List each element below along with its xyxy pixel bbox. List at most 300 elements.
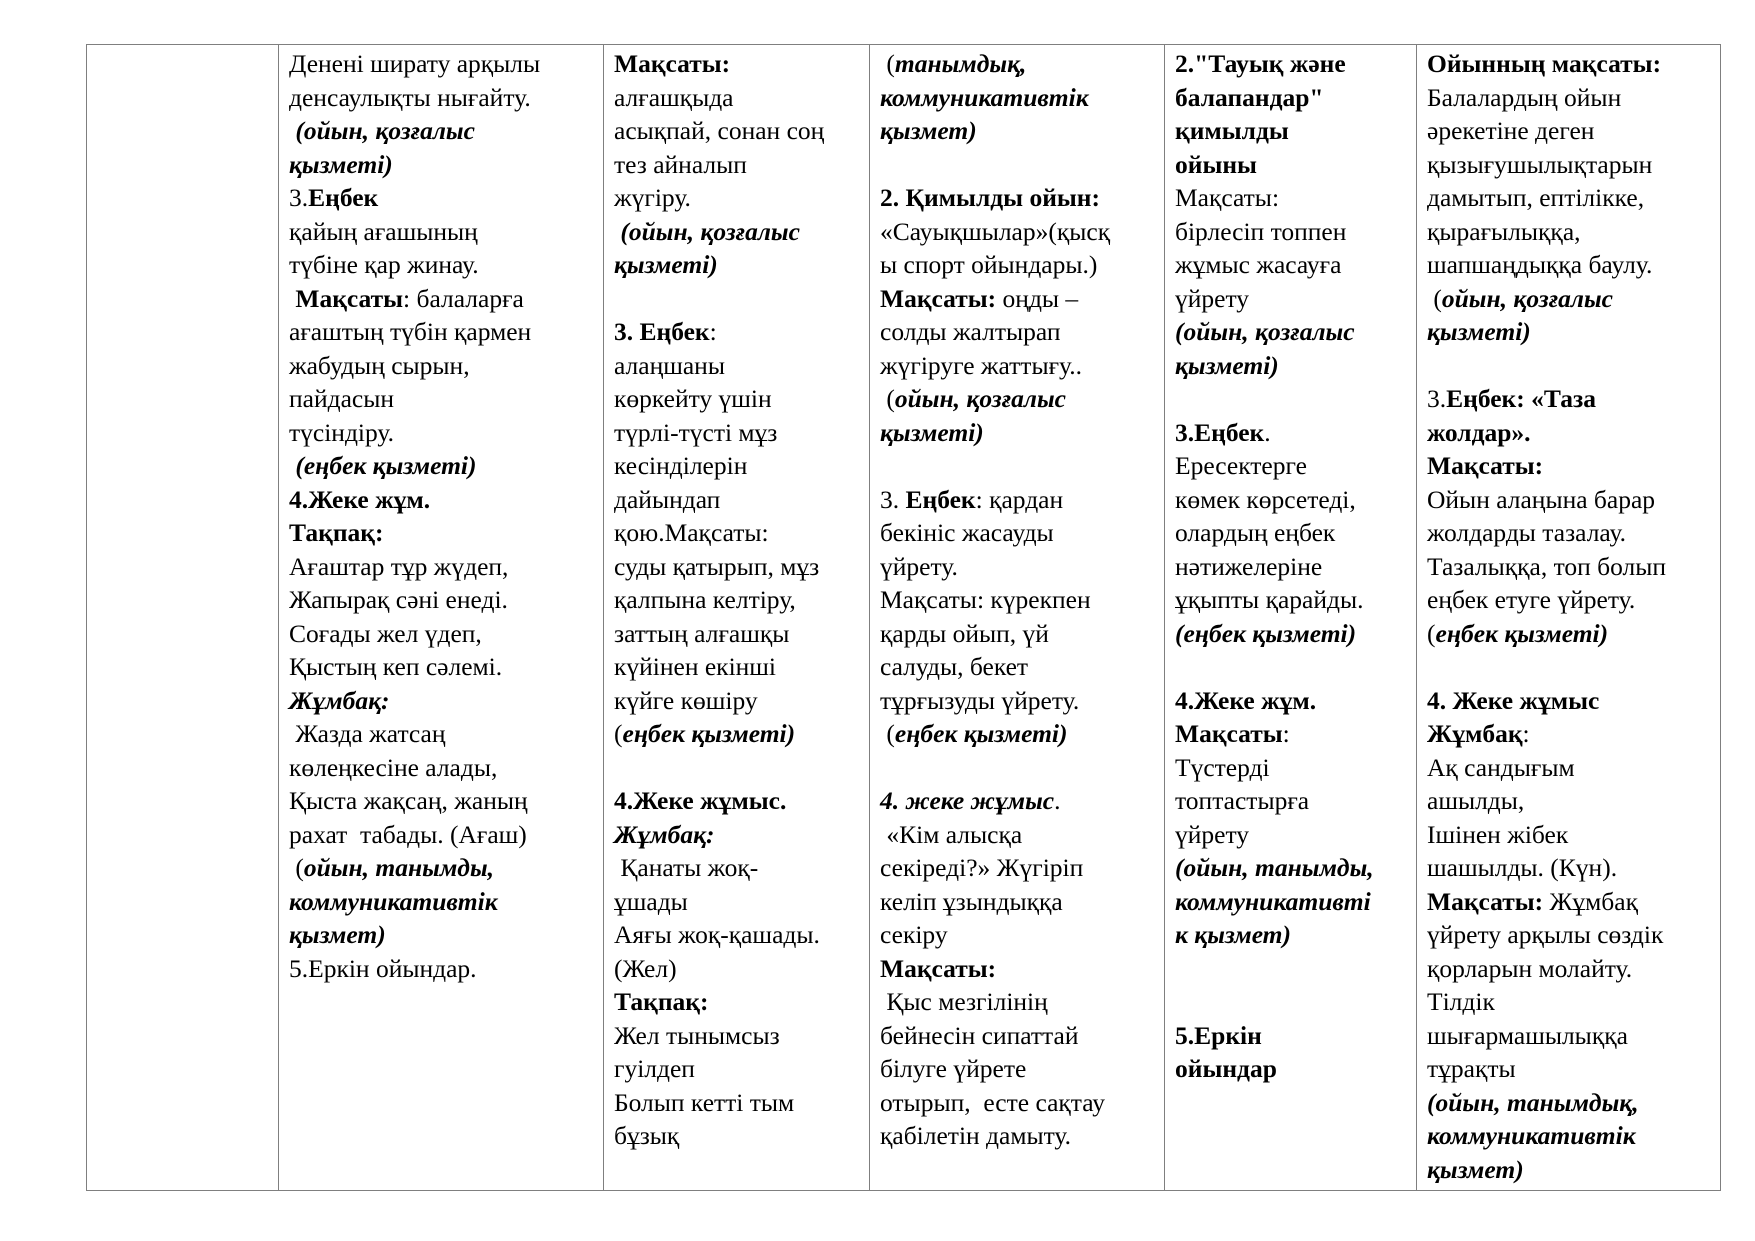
text-line <box>1427 717 1714 751</box>
text-line <box>880 784 1158 818</box>
text-line <box>1175 248 1410 282</box>
text-segment: нәтижелеріне <box>1175 551 1323 581</box>
bold-italic-text: қызметі) <box>289 149 393 179</box>
text-segment: : қардан <box>975 484 1064 514</box>
text-segment: тұрғызуды үйрету. <box>880 685 1080 715</box>
text-segment: ы спорт ойындары.) <box>880 250 1098 279</box>
text-segment: түрлі-түсті мұз <box>614 417 778 447</box>
text-segment: әрекетіне деген <box>1427 116 1595 145</box>
text-segment: Мақсаты: <box>1175 183 1280 212</box>
text-segment: түбіне қар жинау. <box>289 250 479 279</box>
text-line <box>1427 818 1714 852</box>
bold-italic-text: қызметі) <box>614 250 718 279</box>
text-line <box>614 885 863 919</box>
text-line <box>1427 784 1714 818</box>
text-segment: үйрету арқылы сөздік <box>1427 920 1664 949</box>
bold-text: Мақсаты <box>1175 719 1283 748</box>
text-line <box>1175 315 1410 349</box>
text-segment: Мақсаты: күрекпен <box>880 585 1091 614</box>
text-segment: ағаштың түбін қармен <box>289 317 532 346</box>
text-line <box>614 784 863 818</box>
text-segment: бұзық <box>614 1121 680 1150</box>
bold-italic-text: коммуникативтік <box>880 82 1089 112</box>
bold-italic-text: (ойын, қозғалыс <box>289 116 475 145</box>
bold-italic-text: қызметі) <box>880 417 984 447</box>
text-line <box>289 818 597 852</box>
text-line <box>614 315 863 349</box>
text-line <box>1427 952 1714 986</box>
text-line <box>289 449 597 483</box>
plan-table <box>86 44 1721 1191</box>
text-segment: ( <box>614 719 623 748</box>
text-segment: Болып кетті тым <box>614 1087 795 1117</box>
text-line <box>880 952 1158 986</box>
bold-text: Ойынның мақсаты: <box>1427 49 1662 78</box>
text-segment: ( <box>880 719 895 748</box>
text-line <box>880 617 1158 651</box>
text-line <box>1175 449 1410 483</box>
text-segment: шашылды. (Күн). <box>1427 853 1618 882</box>
text-line <box>880 684 1158 718</box>
text-line <box>1175 550 1410 584</box>
text-segment: қызығушылықтарын <box>1427 149 1653 179</box>
table-cell-column-3 <box>870 45 1165 1191</box>
text-line <box>1427 985 1714 1019</box>
text-line <box>1427 516 1714 550</box>
text-line <box>289 516 597 550</box>
text-segment: бекініс жасауды <box>880 518 1054 547</box>
bold-text: Еңбек: «Таза <box>1446 384 1596 413</box>
text-segment: қалпына келтіру, <box>614 585 796 614</box>
text-line <box>614 416 863 450</box>
bold-text: ойындар <box>1175 1054 1277 1083</box>
text-line <box>289 751 597 785</box>
text-segment: кесінділерін <box>614 451 748 480</box>
text-segment: бірлесіп топпен <box>1175 216 1347 246</box>
text-segment: Жел тынымсыз <box>614 1020 780 1050</box>
bold-text: Еңбек <box>905 484 976 514</box>
text-line <box>289 382 597 416</box>
text-line <box>1175 81 1410 115</box>
text-line <box>880 1052 1158 1086</box>
text-segment: заттың алғашқы <box>614 618 790 648</box>
bold-italic-text: қызмет) <box>880 116 977 145</box>
bold-text: Тақпақ: <box>614 987 709 1016</box>
text-line <box>880 315 1158 349</box>
text-line <box>614 550 863 584</box>
text-line <box>1175 516 1410 550</box>
text-line <box>1175 818 1410 852</box>
text-line <box>880 382 1158 416</box>
bold-text: 3.Еңбек <box>1175 417 1265 447</box>
text-line <box>1427 148 1714 182</box>
text-line <box>1175 416 1410 450</box>
text-line <box>1175 684 1410 718</box>
text-segment: салуды, бекет <box>880 652 1029 681</box>
text-line <box>1175 885 1410 919</box>
bold-text: Мақсаты: <box>880 283 997 313</box>
text-line <box>289 181 597 215</box>
text-line <box>289 918 597 952</box>
text-line <box>289 81 597 115</box>
text-segment: үйрету <box>1175 819 1250 849</box>
table-row <box>87 45 1721 1191</box>
text-line <box>1175 47 1410 81</box>
text-segment: : балаларға <box>403 283 524 313</box>
text-line <box>1175 650 1410 684</box>
text-line <box>614 215 863 249</box>
text-line <box>1427 449 1714 483</box>
text-line <box>1427 550 1714 584</box>
text-line <box>289 851 597 885</box>
text-line <box>1175 717 1410 751</box>
text-segment: : <box>1522 719 1530 748</box>
bold-italic-text: танымдық, <box>894 49 1027 78</box>
text-segment: оңды – <box>996 283 1079 313</box>
table-cell-column-1 <box>279 45 604 1191</box>
text-line <box>880 282 1158 316</box>
text-line <box>614 282 863 316</box>
text-segment: Денені ширату арқылы <box>289 49 541 78</box>
text-line <box>1427 1119 1714 1153</box>
text-line <box>614 1086 863 1120</box>
text-line <box>880 148 1158 182</box>
text-line <box>1427 684 1714 718</box>
bold-italic-text: (еңбек қызметі) <box>289 451 477 480</box>
text-segment: білуге үйрете <box>880 1054 1027 1083</box>
bold-text: Мақсаты: <box>880 953 997 983</box>
table-cell-column-4 <box>1165 45 1417 1191</box>
text-segment: көмек көрсетеді, <box>1175 484 1356 514</box>
text-segment: Ағаштар тұр жүдеп, <box>289 551 509 581</box>
text-line <box>614 684 863 718</box>
text-segment: . <box>1264 417 1271 447</box>
bold-italic-text: Жұмбақ: <box>289 685 390 715</box>
text-line <box>880 851 1158 885</box>
text-line <box>614 717 863 751</box>
bold-italic-text: (ойын, танымдық, <box>1427 1087 1639 1117</box>
text-line <box>614 349 863 383</box>
text-segment: Ойын алаңына барар <box>1427 484 1656 514</box>
text-segment: Қыс мезгілінің <box>880 987 1048 1016</box>
text-line <box>880 114 1158 148</box>
table-cell-column-5 <box>1417 45 1721 1191</box>
text-segment: секіреді?» Жүгіріп <box>880 853 1084 882</box>
bold-italic-text: 4. жеке жұмыс <box>880 786 1055 815</box>
text-segment: секіру <box>880 920 948 949</box>
text-line <box>1427 885 1714 919</box>
bold-italic-text: (ойын, қозғалыс <box>614 216 800 246</box>
bold-italic-text: ойын, қозғалыс <box>894 384 1066 413</box>
text-segment: түсіндіру. <box>289 417 394 447</box>
bold-italic-text: к қызмет) <box>1175 920 1292 949</box>
text-segment: күйінен екінші <box>614 652 777 681</box>
text-segment: «Кім алысқа <box>880 819 1023 849</box>
text-line <box>880 1119 1158 1153</box>
bold-text: Мақсаты: <box>1427 886 1544 916</box>
text-segment: : <box>1282 719 1290 748</box>
text-segment: Тазалыққа, топ болып <box>1427 551 1667 581</box>
text-segment: дамытып, ептілікке, <box>1427 183 1645 212</box>
text-line <box>880 1086 1158 1120</box>
bold-text: Еңбек <box>308 183 379 212</box>
text-segment: тұрақты <box>1427 1054 1516 1083</box>
bold-text: ойыны <box>1175 149 1257 179</box>
text-line <box>1175 215 1410 249</box>
text-line <box>1175 918 1410 952</box>
bold-italic-text: коммуникативті <box>1175 886 1371 916</box>
text-segment: гуілдеп <box>614 1054 695 1083</box>
text-segment: қою.Мақсаты: <box>614 518 769 547</box>
text-line <box>880 918 1158 952</box>
text-line <box>880 181 1158 215</box>
text-segment: үйрету. <box>880 551 958 581</box>
text-segment: көлеңкесіне алады, <box>289 752 498 782</box>
text-line <box>1175 181 1410 215</box>
text-line <box>1427 483 1714 517</box>
bold-italic-text: қызметі) <box>1427 317 1531 346</box>
text-line <box>289 282 597 316</box>
text-line <box>880 483 1158 517</box>
text-line <box>1427 215 1714 249</box>
text-line <box>1175 148 1410 182</box>
bold-text: Жұмбақ <box>1427 719 1523 748</box>
text-line <box>880 349 1158 383</box>
text-line <box>880 818 1158 852</box>
text-line <box>289 148 597 182</box>
text-segment: Жұмбақ <box>1543 886 1638 916</box>
bold-italic-text: ойын, танымды, <box>303 853 495 882</box>
text-line <box>289 885 597 919</box>
text-line <box>880 885 1158 919</box>
text-line <box>880 650 1158 684</box>
text-segment: келіп ұзындыққа <box>880 886 1063 916</box>
text-line <box>289 47 597 81</box>
text-segment: Қыста жақсаң, жаның <box>289 786 528 815</box>
bold-italic-text: (еңбек қызметі) <box>1175 618 1357 648</box>
text-segment: жүгіруге жаттығу.. <box>880 350 1082 380</box>
bold-text: 2. Қимылды ойын: <box>880 183 1100 212</box>
text-line <box>614 918 863 952</box>
text-segment: суды қатырып, мұз <box>614 551 820 581</box>
text-line <box>1427 617 1714 651</box>
text-segment: денсаулықты нығайту. <box>289 82 531 112</box>
text-line <box>1427 751 1714 785</box>
text-line <box>289 416 597 450</box>
text-segment: еңбек етуге үйрету. <box>1427 585 1636 614</box>
text-line <box>614 248 863 282</box>
text-segment: 3. <box>880 484 906 514</box>
text-segment: рахат табады. (Ағаш) <box>289 819 527 849</box>
text-line <box>289 617 597 651</box>
text-segment: дайындап <box>614 484 721 514</box>
bold-italic-text: еңбек қызметі) <box>894 719 1068 748</box>
text-line <box>614 851 863 885</box>
text-line <box>289 650 597 684</box>
text-segment: отырып, есте сақтау <box>880 1087 1106 1117</box>
text-line <box>614 818 863 852</box>
text-line <box>289 349 597 383</box>
text-segment: Жазда жатсаң <box>289 719 446 748</box>
bold-italic-text: еңбек қызметі) <box>1435 618 1609 648</box>
text-line <box>614 952 863 986</box>
text-line <box>1427 282 1714 316</box>
text-line <box>1175 114 1410 148</box>
bold-italic-text: (ойын, танымды, <box>1175 853 1374 882</box>
bold-italic-text: қызмет) <box>1427 1154 1524 1184</box>
text-line <box>289 717 597 751</box>
text-line <box>289 784 597 818</box>
text-segment: Ақ сандығым <box>1427 752 1575 782</box>
text-segment: Түстерді <box>1175 752 1270 782</box>
text-segment: Қыстың кеп сәлемі. <box>289 652 503 681</box>
text-segment: қарды ойып, үй <box>880 618 1049 648</box>
bold-text: Мақсаты <box>295 283 404 313</box>
text-segment: (Жел) <box>614 953 677 983</box>
text-line <box>1175 784 1410 818</box>
text-segment: ( <box>289 853 304 882</box>
text-segment: . <box>1054 786 1061 815</box>
text-line <box>880 449 1158 483</box>
text-line <box>614 181 863 215</box>
text-segment: ұшады <box>614 886 688 916</box>
text-line <box>880 81 1158 115</box>
bold-text: Мақсаты: <box>614 49 731 78</box>
text-segment: ( <box>880 49 895 78</box>
text-line <box>289 583 597 617</box>
text-line <box>880 1019 1158 1053</box>
text-segment: үйрету <box>1175 283 1250 313</box>
text-line <box>614 1119 863 1153</box>
text-segment: бейнесін сипаттай <box>880 1020 1079 1050</box>
bold-italic-text: қызметі) <box>1175 350 1279 380</box>
text-line <box>614 114 863 148</box>
text-segment: алаңшаны <box>614 350 725 380</box>
text-segment: ( <box>1427 618 1436 648</box>
text-line <box>1427 851 1714 885</box>
text-segment: : <box>709 317 717 346</box>
text-line <box>1175 751 1410 785</box>
text-segment: тез айналып <box>614 149 747 179</box>
text-line <box>614 751 863 785</box>
bold-italic-text: ойын, қозғалыс <box>1441 283 1613 313</box>
text-line <box>289 315 597 349</box>
text-line <box>880 516 1158 550</box>
text-line <box>880 550 1158 584</box>
text-segment: пайдасын <box>289 384 395 413</box>
text-segment: ұқыпты қарайды. <box>1175 585 1364 614</box>
text-segment: қабілетін дамыту. <box>880 1121 1072 1150</box>
text-line <box>1175 1052 1410 1086</box>
text-line <box>614 449 863 483</box>
text-line <box>880 416 1158 450</box>
text-segment: шапшаңдыққа баулу. <box>1427 250 1653 279</box>
text-line <box>1427 315 1714 349</box>
text-line <box>1175 985 1410 1019</box>
text-line <box>614 1052 863 1086</box>
text-segment: шығармашылыққа <box>1427 1020 1628 1050</box>
bold-italic-text: (ойын, қозғалыс <box>1175 317 1355 346</box>
text-line <box>289 215 597 249</box>
bold-italic-text: коммуникативтік <box>1427 1121 1636 1150</box>
bold-italic-text: еңбек қызметі) <box>622 719 796 748</box>
text-segment: Тілдік <box>1427 987 1495 1016</box>
text-line <box>1427 1086 1714 1120</box>
text-line <box>289 248 597 282</box>
text-line <box>880 248 1158 282</box>
text-line <box>1427 650 1714 684</box>
text-line <box>1427 1019 1714 1053</box>
text-line <box>1427 918 1714 952</box>
bold-text: 4. Жеке жұмыс <box>1427 685 1600 715</box>
text-segment: топтастырға <box>1175 786 1310 815</box>
text-line <box>1427 1052 1714 1086</box>
text-line <box>289 550 597 584</box>
text-segment: ашылды, <box>1427 786 1525 815</box>
text-line <box>1427 81 1714 115</box>
text-line <box>614 516 863 550</box>
text-segment: қырағылыққа, <box>1427 216 1581 246</box>
text-segment: Қанаты жоқ- <box>614 853 759 882</box>
text-line <box>614 583 863 617</box>
bold-italic-text: қызмет) <box>289 920 386 949</box>
text-line <box>1175 1019 1410 1053</box>
text-segment: «Сауықшылар»(қысқ <box>880 216 1111 246</box>
text-line <box>1175 382 1410 416</box>
bold-text: 4.Жеке жұм. <box>289 484 431 514</box>
text-line <box>1427 47 1714 81</box>
text-line <box>880 751 1158 785</box>
text-segment: Ересектерге <box>1175 451 1307 480</box>
text-line <box>1427 114 1714 148</box>
text-segment: асықпай, сонан соң <box>614 116 825 145</box>
text-segment: олардың еңбек <box>1175 518 1336 547</box>
text-line <box>880 215 1158 249</box>
text-line <box>614 985 863 1019</box>
text-line <box>289 483 597 517</box>
bold-text: жолдар». <box>1427 417 1531 447</box>
text-line <box>1427 583 1714 617</box>
bold-italic-text: коммуникативтік <box>289 886 498 916</box>
text-segment: алғашқыда <box>614 82 734 112</box>
table-cell-empty <box>87 45 279 1191</box>
text-line <box>1175 349 1410 383</box>
text-segment: қорларын молайту. <box>1427 953 1633 983</box>
bold-text: 4.Жеке жұмыс. <box>614 786 787 815</box>
text-segment: 3. <box>1427 384 1447 413</box>
bold-text: 4.Жеке жұм. <box>1175 685 1317 715</box>
text-line <box>1427 181 1714 215</box>
text-line <box>614 47 863 81</box>
text-line <box>1175 282 1410 316</box>
bold-text: Мақсаты: <box>1427 451 1544 480</box>
text-line <box>289 114 597 148</box>
bold-text: қимылды <box>1175 116 1289 145</box>
bold-text: 5.Еркін <box>1175 1020 1262 1050</box>
text-segment: 5.Еркін ойындар. <box>289 953 477 983</box>
text-segment: жолдарды тазалау. <box>1427 518 1627 547</box>
text-line <box>1427 382 1714 416</box>
text-segment: Аяғы жоқ-қашады. <box>614 920 820 949</box>
text-line <box>1175 851 1410 885</box>
text-line <box>614 483 863 517</box>
text-segment: Соғады жел үдеп, <box>289 618 482 648</box>
text-segment: ( <box>1427 283 1442 313</box>
text-line <box>1427 349 1714 383</box>
text-segment: ( <box>880 384 895 413</box>
text-segment: жабудың сырын, <box>289 350 470 380</box>
text-line <box>880 985 1158 1019</box>
